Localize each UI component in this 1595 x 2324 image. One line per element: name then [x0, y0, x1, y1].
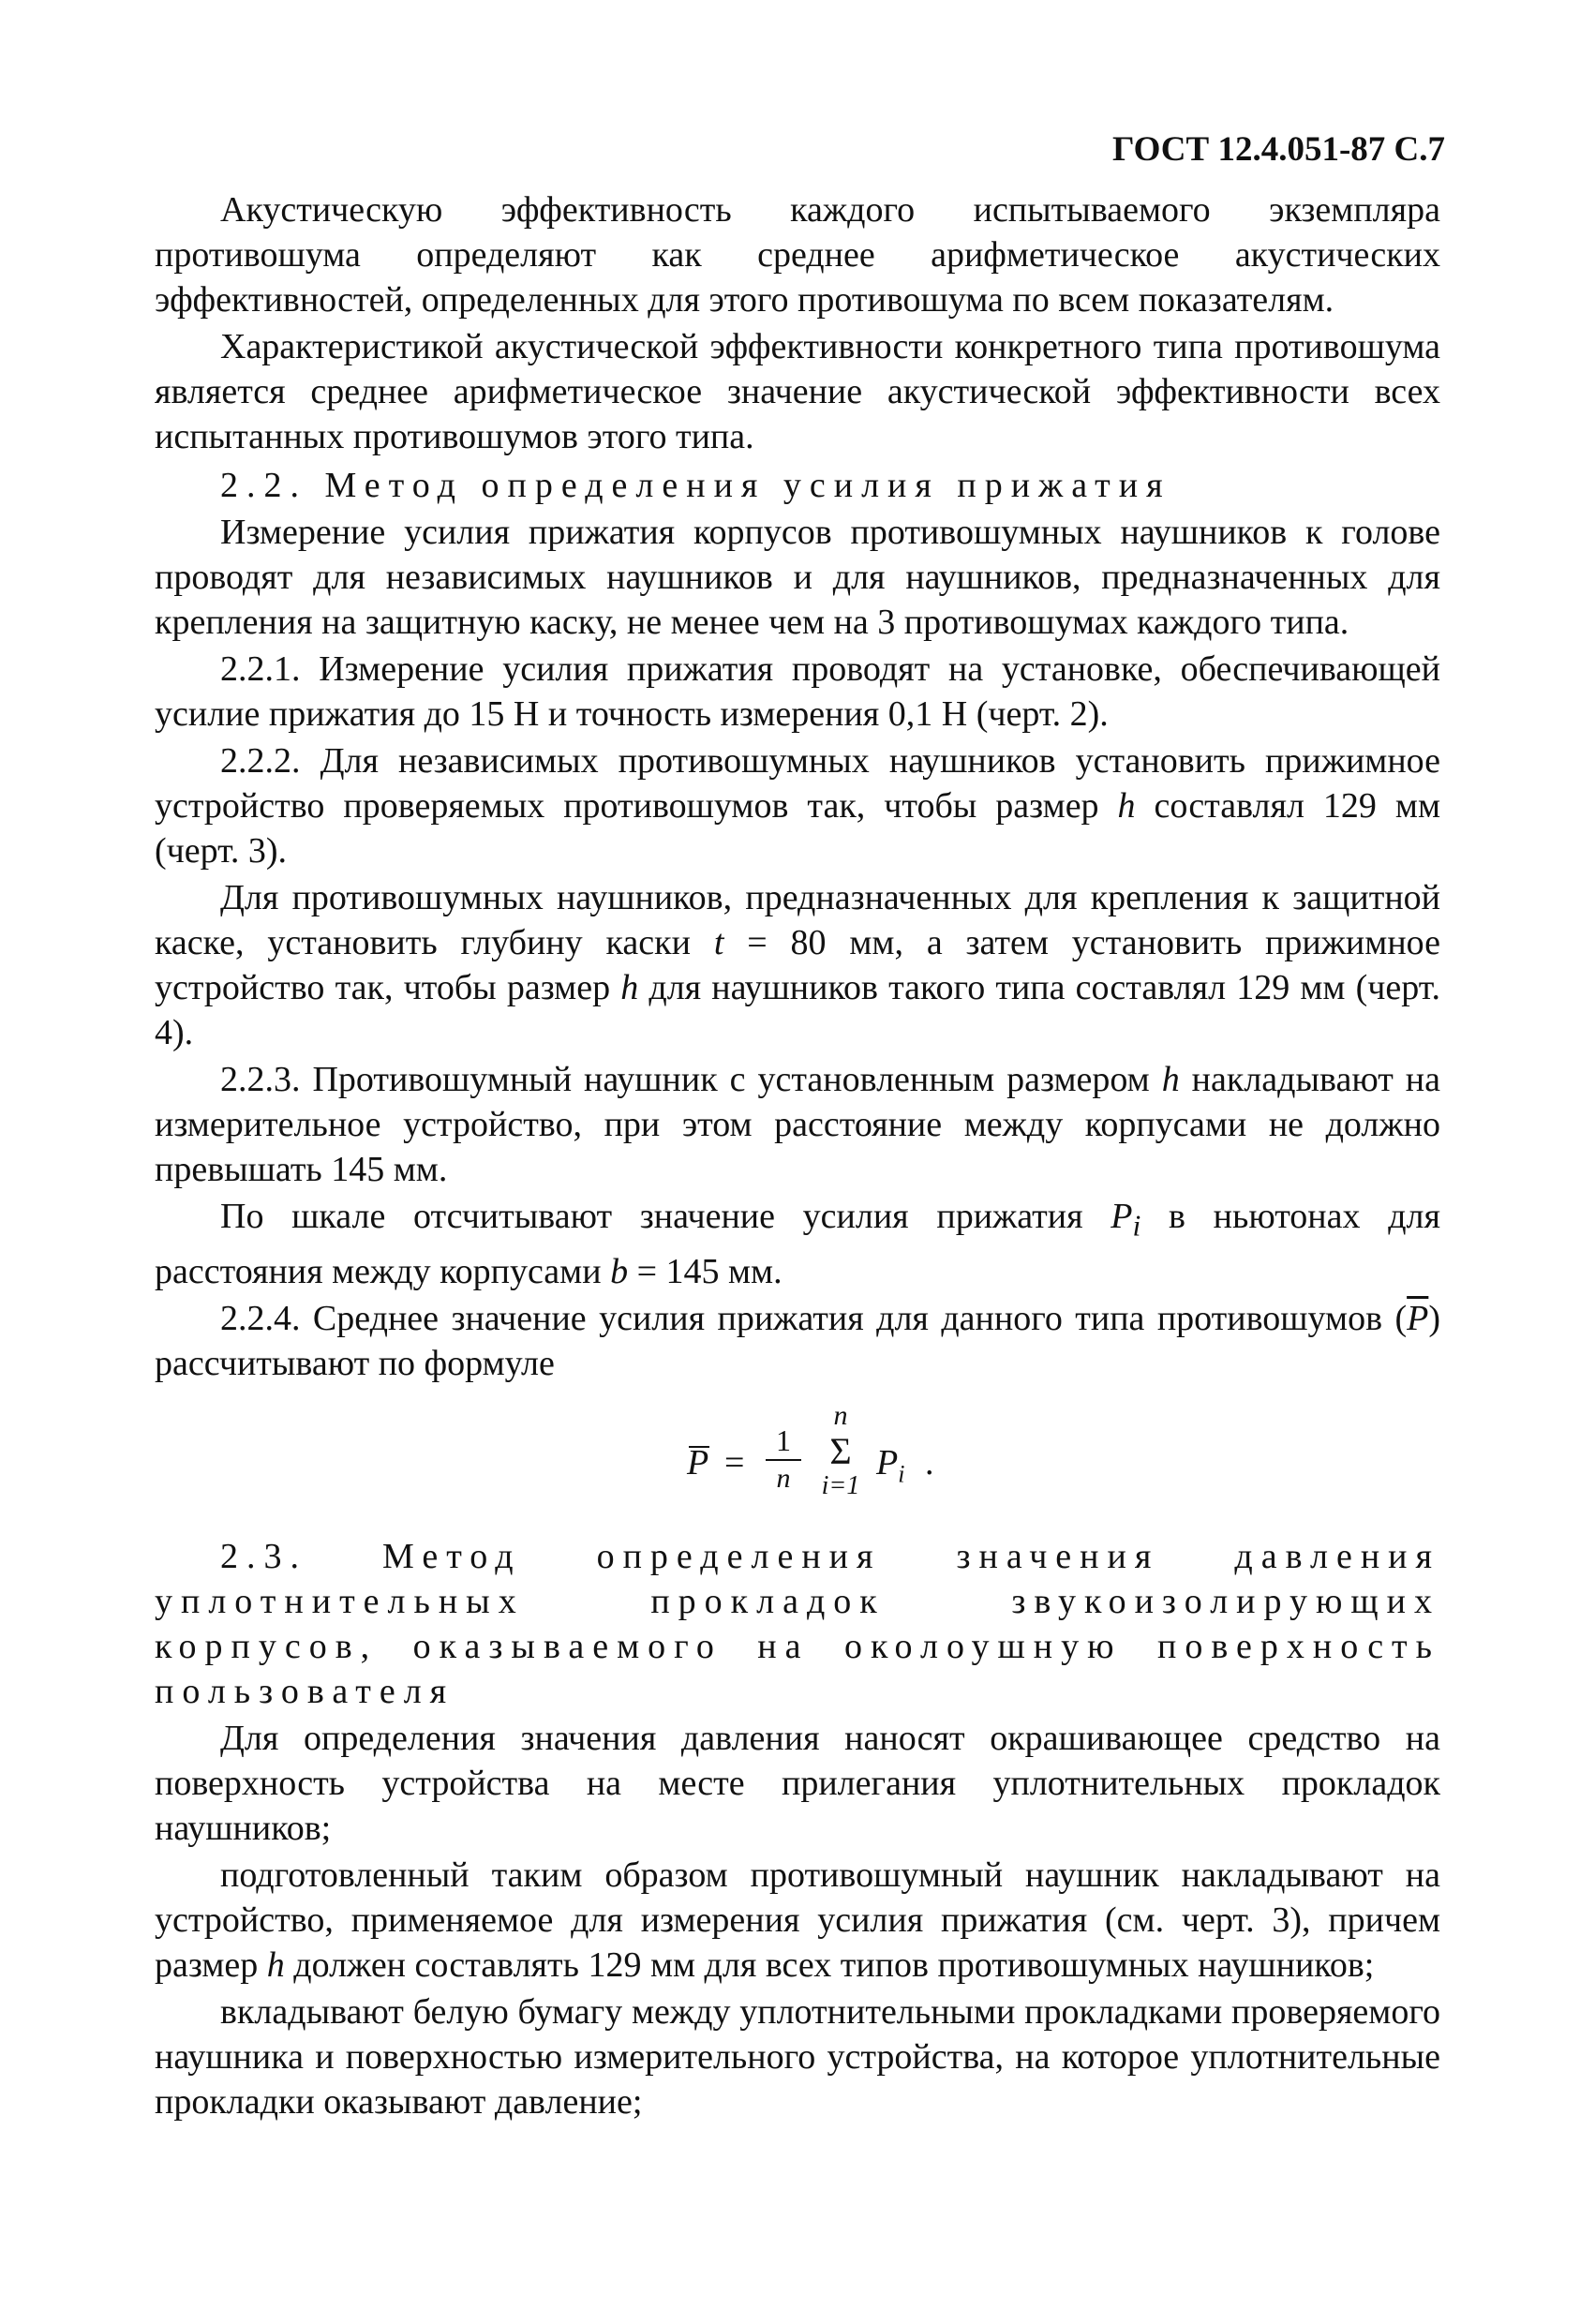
formula-lhs: P: [687, 1442, 709, 1482]
paragraph: Для противошумных наушников, предназначенных для крепления к защитной каске, установить глубину каски t = 80 мм, а затем установить прижимное устройство так, чтобы размер h для наушников такого типа составлял 129 мм (черт. 4).: [155, 878, 1440, 1052]
paragraph-2-2-4: 2.2.4. Среднее значение усилия прижатия для данного типа противошумов $(\overline{P})$ рассчитывают по формуле: [155, 1298, 1440, 1383]
paragraph: Измерение усилия прижатия корпусов противошумных наушников к голове проводят для независимых наушников и для наушников, предназначенных для крепления на защитную каску, не менее чем на 3 противошумах каждого типа.: [155, 513, 1440, 642]
formula-equals: =: [724, 1442, 745, 1482]
paragraph-2-2-1: 2.2.1. Измерение усилия прижатия проводят на установке, обеспечивающей усилие прижатия до 15 Н и точность измерения 0,1 Н (черт. 2).: [155, 649, 1440, 734]
paragraph: Акустическую эффективность каждого испытываемого экземпляра противошума определяют как среднее арифметическое акустических эффективностей, определенных для этого противошума по всем показателям.: [155, 190, 1440, 320]
formula-sum: n Σ i=1: [821, 1399, 860, 1500]
section-heading-2-2: 2.2. Метод определения усилия прижатия: [220, 466, 1171, 505]
paragraph: Характеристикой акустической эффективности конкретного типа противошума является среднее арифметическое значение акустической эффективности всех испытанных противошумов этого типа.: [155, 327, 1440, 456]
paragraph: вкладывают белую бумагу между уплотнительными прокладками проверяемого наушника и поверхностью измерительного устройства, на которое уплотнительные прокладки оказывают давление;: [155, 1991, 1440, 2122]
body-text: [155, 187, 1440, 2126]
paragraph-2-2-2: 2.2.2. Для независимых противошумных наушников установить прижимное устройство проверяемых противошумов так, чтобы размер h составлял 129 мм (черт. 3).: [155, 741, 1440, 871]
formula-term: $P_i$: [876, 1442, 905, 1488]
paragraph: подготовленный таким образом противошумный наушник накладывают на устройство, применяемое для измерения усилия прижатия (см. черт. 3), причем размер h должен составлять 129 мм для всех типов противошумных наушников;: [155, 1855, 1440, 1985]
mean-formula: [155, 1399, 1440, 1530]
formula-period: .: [925, 1442, 934, 1482]
paragraph: По шкале отсчитывают значение усилия прижатия $P_i$ в ньютонах для расстояния между корпусами b = 145 мм.: [155, 1197, 1440, 1291]
paragraph: Для определения значения давления наносят окрашивающее средство на поверхность устройства на месте прилегания уплотнительных прокладок наушников;: [155, 1718, 1440, 1848]
section-heading-2-3: 2.3. Метод определения значения давления уплотнительных прокладок звукоизолирующих корпусов, оказываемого на околоушную поверхность пользователя: [155, 1536, 1440, 1711]
paragraph-2-2-3: 2.2.3. Противошумный наушник с установленным размером h накладывают на измерительное устройство, при этом расстояние между корпусами не должно превышать 145 мм.: [155, 1060, 1440, 1189]
page-header-code: ГОСТ 12.4.051-87 С.7: [1111, 130, 1445, 169]
formula-fraction: 1 n: [762, 1423, 805, 1495]
